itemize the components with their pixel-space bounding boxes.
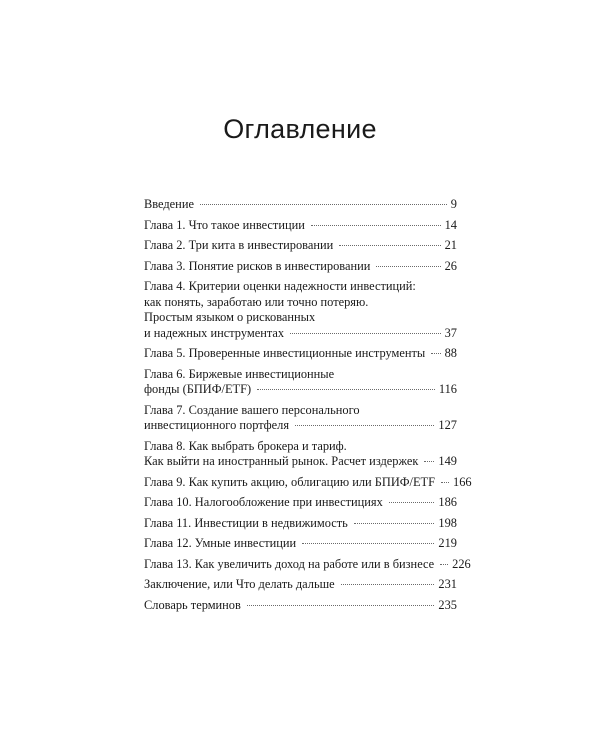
toc-entry-row <box>144 598 457 614</box>
dot-leader <box>376 266 440 267</box>
toc-entry <box>144 495 457 511</box>
toc-entry-row <box>144 474 472 491</box>
toc-entry <box>144 598 457 614</box>
table-of-contents <box>144 197 472 618</box>
dot-leader <box>339 245 440 246</box>
dot-leader <box>257 389 435 390</box>
toc-entry-title-line: Глава 13. Как увеличить доход на работе или в бизнесе <box>144 556 435 571</box>
toc-page-number: 226 <box>452 556 471 571</box>
toc-entry-row <box>144 238 457 254</box>
toc-page-number: 127 <box>438 418 457 432</box>
toc-entry-title-line: Глава 1. Что такое инвестиции <box>144 217 305 232</box>
toc-entry-row <box>144 259 457 275</box>
toc-entry <box>144 346 457 362</box>
toc-page-number: 231 <box>438 577 457 591</box>
toc-entry-row <box>144 536 457 552</box>
dot-leader <box>431 353 440 354</box>
toc-entry-title-line: Глава 6. Биржевые инвестиционные <box>144 366 335 381</box>
toc-entry-row <box>144 516 457 532</box>
toc-page-number: 21 <box>444 238 457 252</box>
toc-entry-row <box>144 418 457 434</box>
dot-leader <box>424 461 434 462</box>
dot-leader <box>295 425 434 426</box>
dot-leader <box>302 543 434 544</box>
toc-entry-title-line: Простым языком о рискованных <box>144 310 316 324</box>
toc-entry-title-line: Глава 10. Налогообложение при инвестициях <box>144 495 383 509</box>
toc-entry-title-line: и надежных инструментах <box>144 325 285 340</box>
toc-entry-title-line: Глава 12. Умные инвестиции <box>144 536 297 550</box>
dot-leader <box>290 333 441 334</box>
dot-leader <box>200 204 447 205</box>
toc-entry <box>144 238 457 254</box>
toc-entry <box>144 536 457 552</box>
toc-entry-title-line: Глава 5. Проверенные инвестиционные инструменты <box>144 346 426 360</box>
toc-entry <box>144 577 457 593</box>
toc-entry-title-line: Глава 4. Критерии оценки надежности инвестиций: <box>144 279 416 293</box>
toc-entry-title-line: Словарь терминов <box>144 597 241 612</box>
toc-entry <box>144 367 457 398</box>
toc-entry-row <box>144 556 471 573</box>
toc-entry-title-line: Глава 3. Понятие рисков в инвестировании <box>144 258 371 273</box>
toc-entry-title-line: Как выйти на иностранный рынок. Расчет издержек <box>144 454 419 468</box>
dot-leader <box>311 225 441 226</box>
toc-entry-title-line: фонды (БПИФ/ETF) <box>144 382 252 396</box>
toc-entry-title-line: инвестиционного портфеля <box>144 418 290 432</box>
toc-page-number: 9 <box>450 197 457 211</box>
toc-entry-title-line: Заключение, или Что делать дальше <box>144 577 335 591</box>
dot-leader <box>354 523 435 524</box>
toc-entry <box>144 218 457 234</box>
dot-leader <box>440 564 448 565</box>
toc-page-number: 219 <box>438 536 457 550</box>
toc-entry-row <box>144 577 457 593</box>
page-title: Оглавление <box>223 114 377 144</box>
toc-entry-row <box>144 326 457 342</box>
toc-page-number: 88 <box>444 346 457 360</box>
dot-leader <box>247 605 435 606</box>
toc-entry <box>144 259 457 275</box>
toc-entry-row <box>144 197 457 213</box>
toc-entry-title-line: Глава 9. Как купить акцию, облигацию или БПИФ/ETF <box>144 474 436 489</box>
toc-entry <box>144 556 471 573</box>
toc-entry <box>144 403 457 434</box>
dot-leader <box>389 502 435 503</box>
toc-entry <box>144 474 472 491</box>
toc-page-number: 166 <box>453 474 472 489</box>
toc-entry-title-line: Глава 7. Создание вашего персонального <box>144 402 360 417</box>
toc-entry-row <box>144 454 457 470</box>
dot-leader <box>441 482 449 483</box>
toc-entry-title-line: Глава 11. Инвестиции в недвижимость <box>144 515 348 530</box>
dot-leader <box>341 584 435 585</box>
toc-entry <box>144 279 457 341</box>
toc-entry-row <box>144 495 457 511</box>
toc-entry <box>144 197 457 213</box>
toc-entry-title-line: как понять, заработаю или точно потеряю. <box>144 294 369 309</box>
toc-page-number: 235 <box>438 597 457 612</box>
toc-entry-title-line: Глава 2. Три кита в инвестировании <box>144 238 334 252</box>
toc-entry-row <box>144 218 457 234</box>
toc-entry <box>144 439 457 470</box>
toc-page-number: 149 <box>438 454 457 468</box>
toc-entry <box>144 516 457 532</box>
toc-entry-title-line: Глава 8. Как выбрать брокера и тариф. <box>144 438 347 453</box>
toc-page-number: 14 <box>444 217 457 232</box>
toc-entry-row <box>144 346 457 362</box>
toc-page-number: 37 <box>444 325 457 340</box>
toc-page-number: 198 <box>438 515 457 530</box>
toc-page-number: 26 <box>444 258 457 273</box>
toc-page-number: 186 <box>438 495 457 509</box>
toc-page-number: 116 <box>438 382 457 396</box>
toc-entry-row <box>144 382 457 398</box>
toc-entry-title-line: Введение <box>144 197 194 211</box>
